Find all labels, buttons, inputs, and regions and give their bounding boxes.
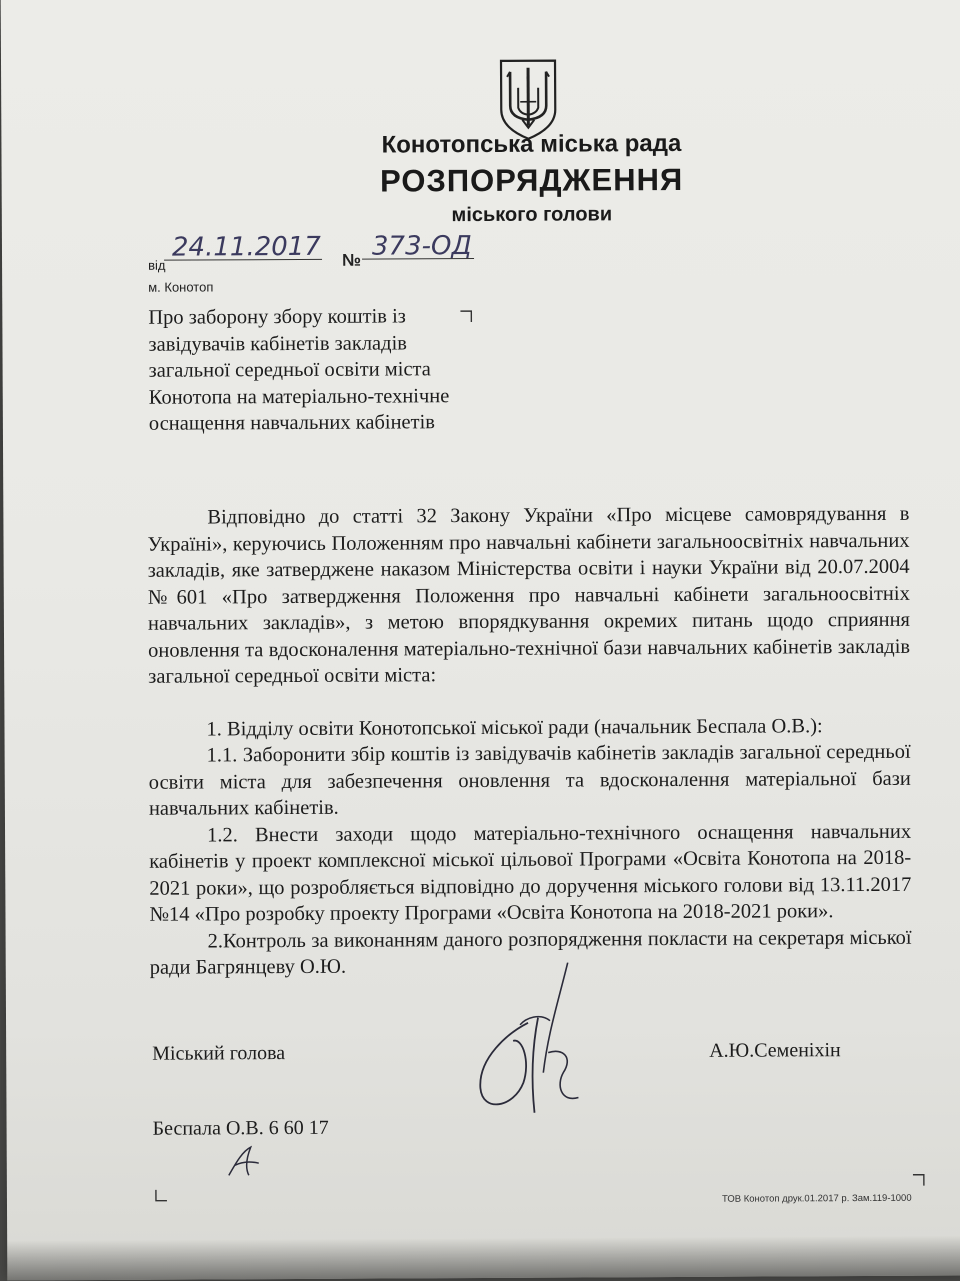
signer-name: А.Ю.Семеніхін — [709, 1039, 841, 1062]
body-section — [147, 501, 911, 981]
preamble-paragraph: Відповідно до статті 32 Закону України «Про місцеве самоврядування в Україні», керуючись Положенням про навчальні кабінети загальноосвітніх навчальних закладів, яке затверджене наказом Міністерства освіти і науки України від 20.07.2004 №601 «Про затвердження Положення про навчальні кабінети загальноосвітніх навчальних закладів», з метою впорядкування окремих питань щодо сприяння оновлення та вдосконалення матеріально-технічної бази навчальних кабінетів закладів загальної середньої освіти міста: — [147, 502, 911, 688]
issuer: міського голови — [451, 203, 613, 227]
trident-coat-of-arms-icon — [498, 58, 558, 142]
initials-mark — [225, 1141, 265, 1181]
corner-mark-bottom-left-icon — [155, 1190, 167, 1202]
signer-position: Міський голова — [152, 1042, 286, 1065]
date-handwritten: 24.11.2017 — [171, 231, 321, 263]
corner-mark-icon — [460, 310, 472, 322]
print-footer: ТОВ Конотоп друк.01.2017 р. Зам.119-1000 — [721, 1192, 912, 1205]
item-1-1: 1.1. Заборонити збір коштів із завідувачів кабінетів закладів загальної середньої освіти міста для забезпечення оновлення та вдосконалення матеріальної бази навчальних кабінетів. — [148, 740, 911, 820]
council-name: Конотопська міська рада — [381, 129, 682, 159]
item-1-2: 1.2. Внести заходи щодо матеріально-технічного оснащення навчальних кабінетів у проект комплексної міської цільової Програми «Освіта Конотопа на 2018-2021 роки», що розробляється відповідно до доручення міського голови від 13.11.2017 №14 «Про розробку проекту Програми «Освіта Конотопа на 2018-2021 роки». — [149, 820, 912, 926]
number-handwritten: 373-ОД — [371, 231, 472, 262]
bottom-shadow — [7, 1235, 960, 1280]
date-prefix: від — [148, 257, 166, 273]
item-2: 2.Контроль за виконанням даного розпорядження покласти на секретаря міської ради Багрянцеву О.Ю. — [149, 926, 912, 979]
corner-mark-bottom-right-icon — [913, 1174, 925, 1186]
document-subject: Про заборону збору коштів із завідувачів кабінетів закладів загальної середньої освіти міста Конотопа на матеріально-технічне оснащення навчальних кабінетів — [148, 305, 450, 435]
place: м. Конотоп — [148, 279, 214, 295]
handwritten-signature — [468, 962, 609, 1133]
document-page — [1, 0, 960, 1281]
document-type: РОЗПОРЯДЖЕННЯ — [379, 161, 684, 199]
item-1: 1. Відділу освіти Конотопської міської ради (начальник Беспала О.В.): — [206, 714, 823, 740]
number-prefix: № — [341, 250, 362, 270]
executor-contact: Беспала О.В. 6 60 17 — [152, 1116, 329, 1140]
